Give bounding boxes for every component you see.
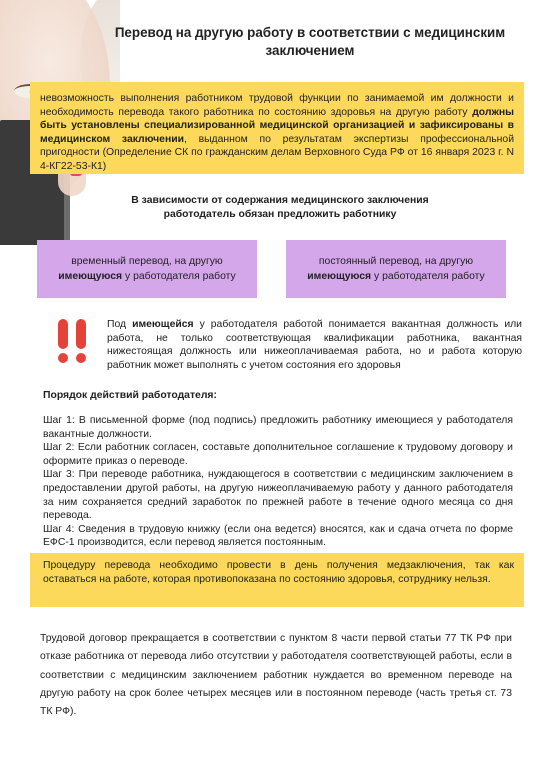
definition-post: у работодателя работой понимается вакантная должность или работа, не только соответствующая квалификации работника, вакантная нижестоящая должность или нижеоплачиваемая работа, но и работа которую работник может выполнять с учетом состояния его здоровья xyxy=(107,319,522,371)
definition-pre: Под xyxy=(107,319,133,330)
definition-bold: имеющейся xyxy=(132,319,194,330)
steps-heading: Порядок действий работодателя: xyxy=(43,390,217,401)
option-right-bold: имеющуюся xyxy=(307,271,372,282)
box1-text-part2: , выданном по результатам экспертизы профессиональной пригодности (Определение СК по гражданским делам Верховного Суда РФ от 16 января 2023 г. N 4-КГ22-53-К1) xyxy=(40,133,515,172)
step-item: Шаг 2: Если работник согласен, составьте дополнительное соглашение к трудовому договору и оформите приказ о переводе. xyxy=(43,442,513,467)
termination-text: Трудовой договор прекращается в соответствии с пунктом 8 части первой статьи 77 ТК РФ при отказе работника от перевода либо отсутствии у работодателя соответствующей работы, если в соответствии с медицинским заключением работник нуждается во временном переводе на другую работу на срок более четырех месяцев или в постоянном переводе (часть третья ст. 73 ТК РФ). xyxy=(40,633,512,718)
box1-text-bold: должны быть установлены специализированной медицинской организацией и зафиксированы в медицинском заключении xyxy=(40,106,514,145)
option-left-bold: имеющуюся xyxy=(58,271,123,282)
definition-text xyxy=(107,318,522,372)
option-right-rest: у работодателя работу xyxy=(371,271,485,282)
option-right-line1: постоянный перевод, на другую xyxy=(318,256,474,267)
option-left-rest: у работодателя работу xyxy=(122,271,236,282)
option-left-line1: временный перевод, на другую xyxy=(71,256,223,267)
steps-list xyxy=(43,414,513,550)
step-item: Шаг 4: Сведения в трудовую книжку (если она ведется) вносятся, как и сдача отчета по форме ЕФС-1 производится, если перевод является постоянным. xyxy=(43,523,513,549)
section-subtitle: В зависимости от содержания медицинского заключения работодатель обязан предложить работнику xyxy=(131,195,429,220)
option-permanent-transfer xyxy=(286,240,506,298)
double-exclamation-icon xyxy=(55,318,89,364)
page-title: Перевод на другую работу в соответствии с медицинским заключением xyxy=(114,25,506,58)
step-item: Шаг 3: При переводе работника, нуждающегося в соответствии с медицинским заключением в предоставлении другой работы, на другую нижеоплачиваемую работу у данного работодателя за ним сохраняется средний заработок по прежней работе в течение одного месяца со дня перевода. xyxy=(43,469,513,522)
highlight-box-deadline: Процедуру перевода необходимо провести в день получения медзаключения, так как оставаться на работе, которая противопоказана по состоянию здоровья, сотруднику нельзя. xyxy=(30,553,524,607)
highlight-box-requirement xyxy=(30,82,524,174)
step-item: Шаг 1: В письменной форме (под подпись) предложить работнику имеющиеся у работодателя вакантные должности. xyxy=(43,415,513,440)
option-temporary-transfer xyxy=(37,240,257,298)
box1-text-part1: невозможность выполнения работником трудовой функции по занимаемой им должности и необходимость перевода такого работника по состоянию здоровья на другую работу xyxy=(40,93,514,118)
